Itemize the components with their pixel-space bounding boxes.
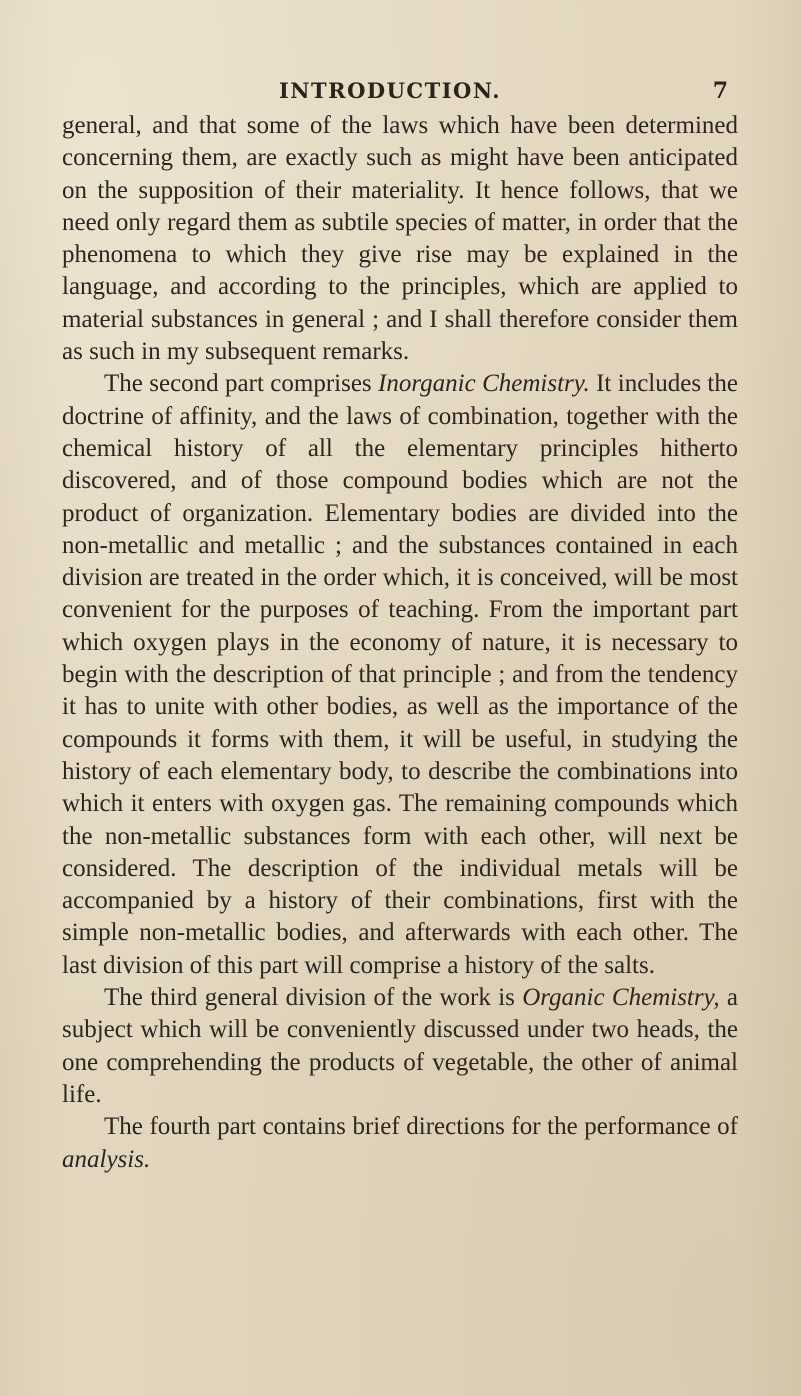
- paragraph-3-lead: The third general division of the work is: [104, 984, 523, 1012]
- paragraph-3-emphasis: Organic Chemistry,: [522, 984, 720, 1012]
- paragraph-3-rest: a subject which will be conveniently discussed under two heads, the one comprehending the products of vegetable, the other of animal life.: [62, 984, 738, 1108]
- page-number: 7: [712, 78, 728, 104]
- running-head: [60, 78, 728, 110]
- paragraph-2-lead: The second part comprises: [104, 370, 379, 398]
- paragraph-1: [62, 110, 738, 368]
- paragraph-4: [62, 1111, 738, 1176]
- paragraph-4-lead: The fourth part contains brief directions for the performance of: [104, 1113, 738, 1141]
- body-text: [62, 110, 738, 1176]
- paragraph-3: [62, 982, 738, 1111]
- paragraph-2: [62, 368, 738, 982]
- paragraph-1-text: general, and that some of the laws which have been determined concerning them, are exactly such as might have been anticipated on the supposition of their materiality. It hence follows, that we need only regard them as subtile species of matter, in order that the phenomena to which they give rise may be explained in the language, and according to the principles, which are applied to material substances in general ; and I shall therefore consider them as such in my subsequent remarks.: [62, 112, 738, 366]
- paragraph-2-emphasis: Inorganic Chemistry.: [378, 370, 590, 398]
- running-title: INTRODUCTION.: [278, 78, 502, 103]
- paragraph-2-rest: It includes the doctrine of affinity, and the laws of combination, together with the chemical history of all the elementary principles hitherto discovered, and of those compound bodies which are not the product of organization. Elementary bodies are divided into the non-metallic and metallic ; and the substances contained in each division are treated in the order which, it is conceived, will be most convenient for the purposes of teaching. From the important part which oxygen plays in the economy of nature, it is necessary to begin with the description of that principle ; and from the tendency it has to unite with other bodies, as well as the importance of the compounds it forms with them, it will be useful, in studying the history of each elementary body, to describe the combinations into which it enters with oxygen gas. The remaining compounds which the non-metallic substances form with each other, will next be considered. The description of the individual metals will be accompanied by a history of their combinations, first with the simple non-metallic bodies, and afterwards with each other. The last division of this part will comprise a history of the salts.: [62, 370, 738, 979]
- paragraph-4-emphasis: analysis.: [62, 1145, 151, 1173]
